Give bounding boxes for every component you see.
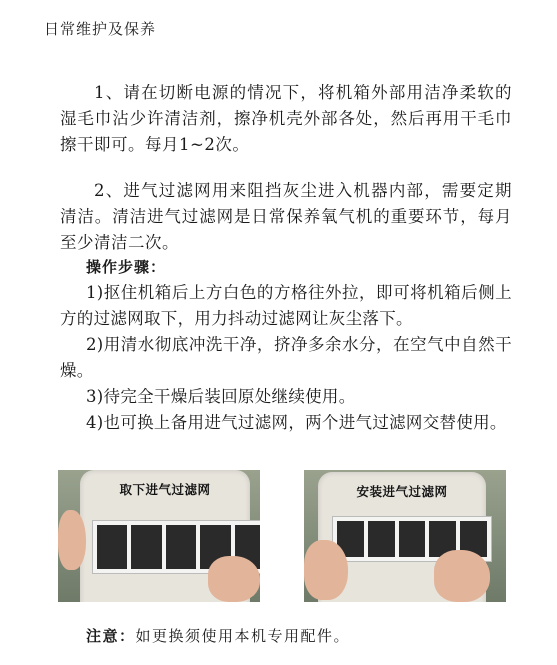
section-heading: 日常维护及保养 xyxy=(44,20,157,38)
left-hand xyxy=(304,540,348,600)
steps-title: 操作步骤： xyxy=(86,258,167,276)
left-hand xyxy=(58,510,86,570)
photo-remove-filter xyxy=(58,470,260,602)
step-item-2: 2)用清水彻底冲洗干净，挤净多余水分，在空气中自然干燥。 xyxy=(60,335,512,380)
note-label: 注意： xyxy=(86,627,136,645)
right-hand xyxy=(434,550,490,602)
steps-list xyxy=(60,280,512,436)
photo-caption-install: 安装进气过滤网 xyxy=(356,484,448,499)
paragraph-filter-intro: 2、进气过滤网用来阻挡灰尘进入机器内部，需要定期清洁。清洁进气过滤网是日常保养氧气机的重要环节，每月至少清洁二次。 xyxy=(60,180,512,252)
photo-install-filter xyxy=(304,470,506,602)
note xyxy=(86,625,350,646)
paragraph-cleaning-housing: 1、请在切断电源的情况下，将机箱外部用洁净柔软的湿毛巾沾少许清洁剂，擦净机壳外部各处，然后再用干毛巾擦干即可。每月1~2次。 xyxy=(60,82,512,154)
step-item-1: 1)抠住机箱后上方白色的方格往外拉，即可将机箱后侧上方的过滤网取下，用力抖动过滤网让灰尘落下。 xyxy=(60,283,512,328)
photo-caption-remove: 取下进气过滤网 xyxy=(119,482,211,497)
note-text: 如更换须使用本机专用配件。 xyxy=(135,627,351,645)
right-hand xyxy=(208,556,260,602)
step-item-4: 4)也可换上备用进气过滤网，两个进气过滤网交替使用。 xyxy=(86,413,507,432)
step-item-3: 3)待完全干燥后装回原处继续使用。 xyxy=(86,387,356,406)
